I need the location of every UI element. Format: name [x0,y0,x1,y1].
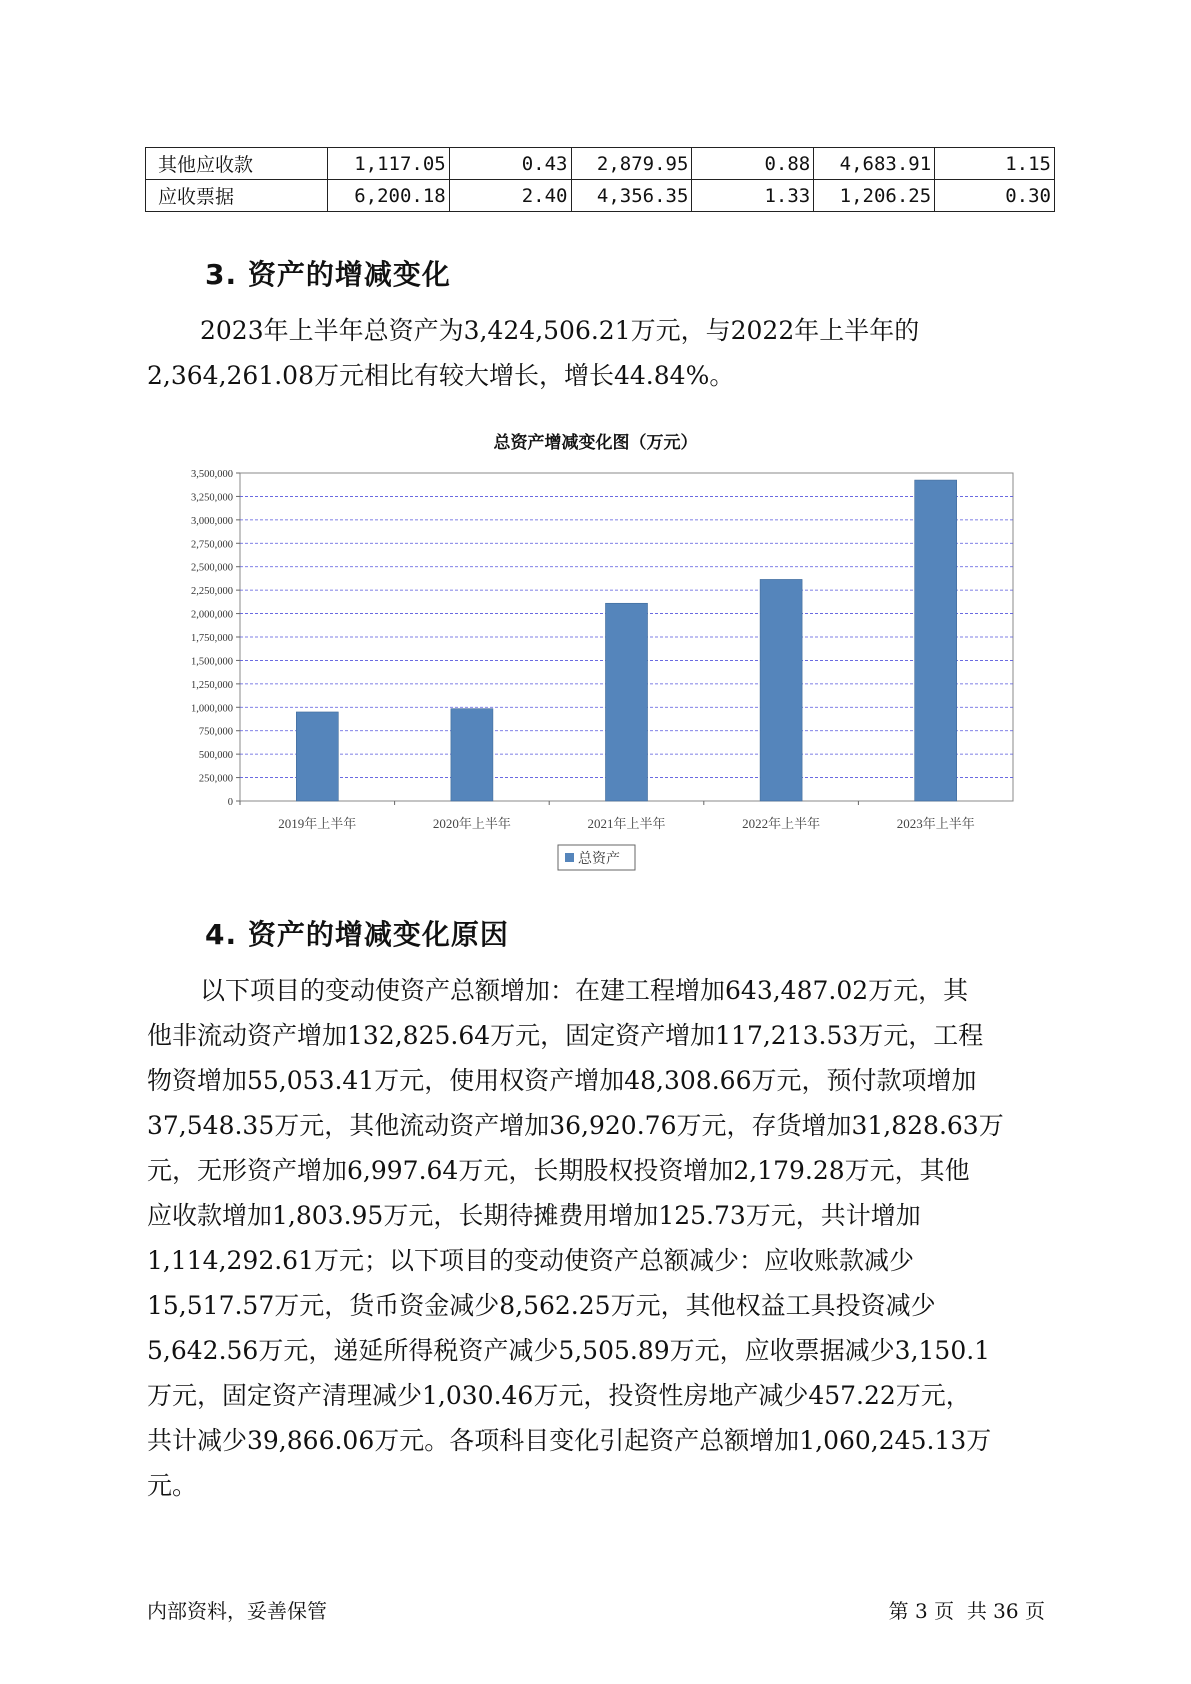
legend-swatch [565,853,574,862]
paragraph-line: 2,364,261.08万元相比有较大增长，增长44.84%。 [147,361,735,390]
section-3-paragraph [147,308,1047,398]
y-tick-label: 1,750,000 [191,633,233,644]
paragraph-line: 5,642.56万元，递延所得税资产减少5,505.89万元，应收票据减少3,150.1 [147,1336,991,1365]
table-row [146,180,1055,212]
row-label: 应收票据 [146,180,328,212]
bar [606,603,648,801]
bar [296,712,338,801]
y-tick-label: 3,500,000 [191,469,233,480]
bar [451,709,493,801]
chart-title: 总资产增减变化图（万元） [493,433,698,453]
y-tick-label: 3,250,000 [191,492,233,504]
x-tick-label: 2019年上半年 [278,816,357,831]
y-tick-label: 2,250,000 [191,586,233,598]
x-tick-label: 2023年上半年 [896,816,975,831]
y-tick-label: 1,250,000 [191,679,233,691]
y-tick-label: 0 [227,797,233,808]
table-cell: 1.33 [692,180,814,212]
table-cell: 2,879.95 [571,148,692,180]
table-row [146,148,1055,180]
footer-confidential-note: 内部资料，妥善保管 [147,1599,327,1623]
table-cell: 0.43 [449,148,571,180]
financial-table [145,147,1055,212]
footer-page-number: 第 3 页 共 36 页 [888,1599,1045,1623]
table-cell: 0.30 [935,180,1055,212]
paragraph-line: 万元，固定资产清理减少1,030.46万元，投资性房地产减少457.22万元， [147,1381,971,1410]
section-4-paragraph [147,968,1047,1508]
y-tick-label: 1,500,000 [191,656,233,668]
y-tick-label: 750,000 [198,726,233,738]
y-tick-label: 2,750,000 [191,539,233,551]
table-cell: 4,683.91 [814,148,935,180]
y-tick-label: 500,000 [198,750,233,762]
x-tick-label: 2021年上半年 [587,816,666,831]
paragraph-line: 应收款增加1,803.95万元，长期待摊费用增加125.73万元，共计增加 [147,1201,921,1230]
paragraph-line: 物资增加55,053.41万元，使用权资产增加48,308.66万元，预付款项增加 [147,1066,977,1095]
paragraph-line: 2023年上半年总资产为3,424,506.21万元，与2022年上半年的 [200,316,920,345]
paragraph-line: 37,548.35万元，其他流动资产增加36,920.76万元，存货增加31,828.63万 [147,1111,1004,1140]
section-3-heading: 3. 资产的增减变化 [205,258,451,291]
x-tick-label: 2022年上半年 [742,816,821,831]
legend-label: 总资产 [578,852,620,867]
paragraph-line: 元。 [147,1471,198,1500]
y-tick-label: 3,000,000 [191,515,233,527]
table-cell: 1,206.25 [814,180,935,212]
x-tick-label: 2020年上半年 [432,816,511,831]
section-4-heading: 4. 资产的增减变化原因 [205,918,509,951]
paragraph-line: 元，无形资产增加6,997.64万元，长期股权投资增加2,179.28万元，其他 [147,1156,970,1185]
table-cell: 2.40 [449,180,571,212]
paragraph-line: 15,517.57万元，货币资金减少8,562.25万元，其他权益工具投资减少 [147,1291,936,1320]
table-cell: 0.88 [692,148,814,180]
table-cell: 6,200.18 [327,180,449,212]
table-cell: 1,117.05 [327,148,449,180]
paragraph-line: 共计减少39,866.06万元。各项科目变化引起资产总额增加1,060,245.13万 [147,1426,992,1455]
total-assets-bar-chart [150,458,1050,878]
y-tick-label: 1,000,000 [191,703,233,715]
y-tick-label: 250,000 [198,773,233,785]
y-tick-label: 2,500,000 [191,562,233,574]
table-cell: 4,356.35 [571,180,692,212]
row-label: 其他应收款 [146,148,328,180]
table-cell: 1.15 [935,148,1055,180]
paragraph-line: 以下项目的变动使资产总额增加：在建工程增加643,487.02万元，其 [200,976,969,1005]
paragraph-line: 1,114,292.61万元；以下项目的变动使资产总额减少：应收账款减少 [147,1246,914,1275]
paragraph-line: 他非流动资产增加132,825.64万元，固定资产增加117,213.53万元，工程 [147,1021,984,1050]
y-tick-label: 2,000,000 [191,609,233,621]
bar [760,579,802,801]
bar [915,480,957,801]
